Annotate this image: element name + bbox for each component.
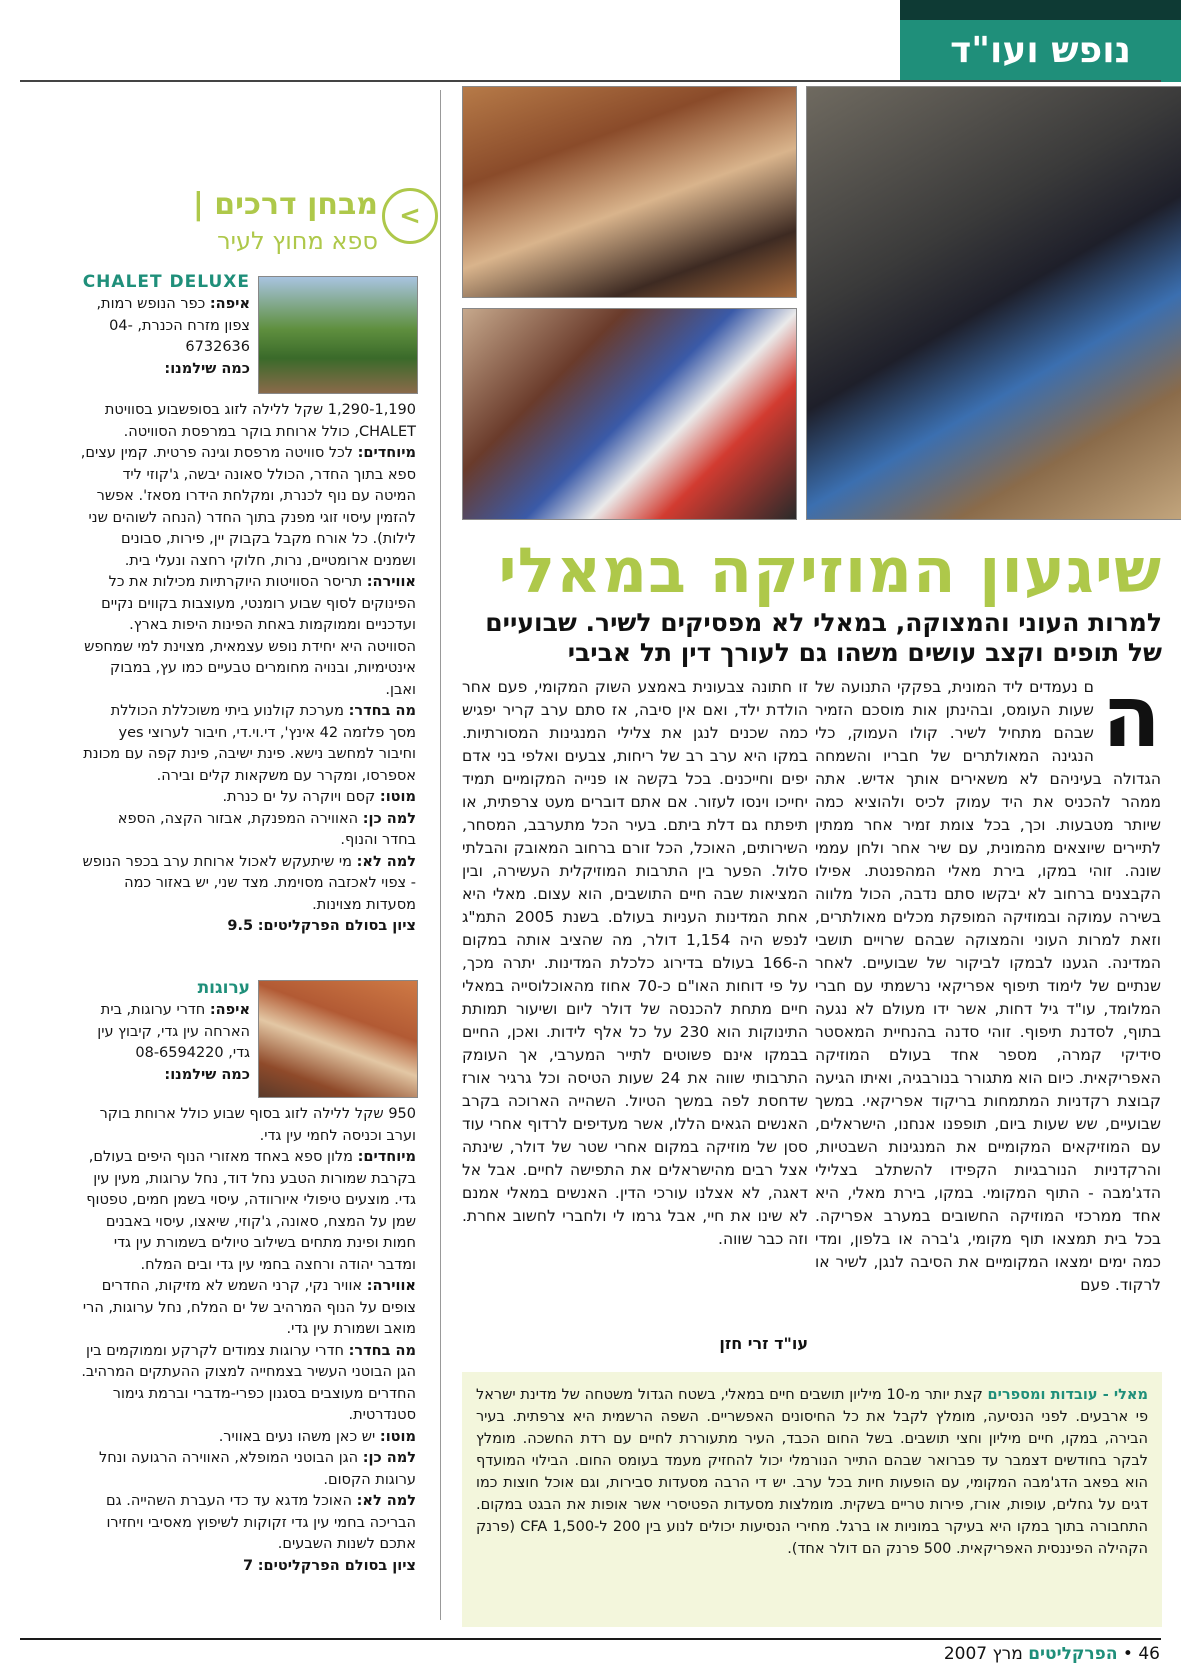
- spa2-why-label: למה כן:: [362, 1450, 416, 1466]
- spa2-score-label: ציון בסולם הפרקליטים:: [257, 1557, 416, 1574]
- spa2-whynot-label: למה לא:: [356, 1493, 416, 1509]
- article-text-right: ם נעמדים ליד המונית, בפקקי התנועה של שעות העומס, ובהינתן אות מוסכם הזמיר שבהם מתחיל לשיר. קולו העמוק, כלי הנגינה המאולתרים של חבריו והשמחה הגדולה בעיניהם לא משאירים אותך אדיש. אתה ממהר להכניס את היד עמוק לכיס ולהוציא כמה שיותר מטבעות. וכך, בכל צומת זמיר אחר ממתין לתיירים שיוצאים מהמונית, עם שיר אחר ולחן עממי שונה. זוהי במקו, בירת מאלי המהפנטת. אפילו הקבצנים ברחוב לא יבקשו סתם נדבה, הכול מלווה בשירה עמוקה ובמוזיקה המופקת מכלים מאולתרים, וזאת למרות העוני והמצוקה שבהם שרויים תושבי המדינה. הגענו לבמקו לביקור של שבועיים. לאחר שנתיים של לימוד תיפוף אפריקאי נרשמתי עם חברי המלומד, עו"ד גיל דחות, אשר ידו מעולם לא נגעה בתוף, לסדנת תיפוף. זוהי סדנה בהנחיית המאסטר סידיקי קמרה, מספר אחד בעולם המוזיקה האפריקאית. כיום הוא מתגורר בנורבגיה, ואיתו הגיעה קבוצת רקדניות המתמחות בריקוד אפריקאי. במשך שבועיים, שש שעות ביום, תופפנו אנחנו, הישראלים, עם המוזיקאים המקומיים את המנגינות השבטיות, והרקדניות הנורבגיות הקפידו להשתלב בצלילי הדג'מבה - התוף המקומי. במקו, בירת מאלי, היא אחד ממרכזי המוזיקה החשובים במערב אפריקה. בכל בית תמצאו תוף מקומי, ג'ברה או בלפון, ומדי כמה ימים ימצאו המקומיים את הסיבה לנגן, לשיר או לרקוד. פעם: [815, 678, 1161, 1294]
- article-column-right: [815, 667, 1161, 1366]
- spa2-body: [80, 1104, 416, 1577]
- spa2-top-info: [80, 1000, 250, 1086]
- spa1-where-label: איפה:: [209, 296, 250, 312]
- sidebar-subtitle: ספא מחוץ לעיר: [217, 227, 378, 255]
- spa2-motto: יש כאן משהו נעים באוויר.: [218, 1428, 376, 1445]
- spa1-whynot-label: למה לא:: [356, 853, 416, 870]
- spa2-price: 950 שקל ללילה לזוג בסוף שבוע כולל ארוחת בוקר וערב וכניסה לחמי עין גדי.: [99, 1106, 416, 1144]
- top-bar-accent: [900, 0, 1181, 20]
- article-subhead: למרות העוני והמצוקה, במאלי לא מפסיקים לשיר. שבועיים של תופים וקצב עושים משהו גם לעורך דין תל אביבי: [485, 608, 1162, 667]
- spa1-top-info: [80, 294, 250, 380]
- spa2-price-label: כמה שילמנו:: [164, 1066, 250, 1083]
- road-test-logo: <: [382, 188, 438, 244]
- footer-page-number: 46: [1138, 1644, 1160, 1664]
- spa1-special-label: מיוחדים:: [357, 445, 416, 461]
- dropcap: ה: [1101, 667, 1161, 767]
- spa2-name: ערוגות: [197, 978, 250, 998]
- photo-arugot: [258, 980, 418, 1098]
- spa2-atmosphere-label: אווירה:: [366, 1278, 416, 1294]
- spa2-atmosphere: אוויר נקי, קרני השמש לא מזיקות, החדרים צופים על הנוף המרהיב של ים המלח, נחל ערוגות, הרי מואב ושמורת עין גדי.: [82, 1278, 416, 1337]
- spa2-special: מלון ספא באחד מאזורי הנוף היפים בעולם, בקרבת שמורות הטבע נחל דוד, נחל ערוגות, מעין עין גדי. מוצעים טיפולי איורוודה, עיסוי בשמן חמים, טפטוף שמן על המצח, סאונה, ג'קוזי, שיאצו, עיסוי באבנים חמות ופינת מתחים בשילוב טיולים בשמורת עין גדי ומדבר יהודה ורחצה בחמי עין גדי ובים המלח.: [86, 1149, 416, 1273]
- spa2-room-label: מה בחדר:: [348, 1342, 416, 1359]
- photo-street-group: [462, 308, 797, 520]
- spa1-atmosphere-label: אווירה:: [366, 574, 416, 590]
- spa2-whynot: האוכל מדגא עד כדי העברת השהייה. גם הבריכה בחמי עין גדי זקוקות לשיפוץ מאסיבי ויחזירו אתכם לשנות השבעים.: [106, 1493, 416, 1552]
- spa1-motto-label: מוטו:: [379, 789, 416, 805]
- photo-drummer: [806, 86, 1181, 520]
- info-box: [462, 1372, 1162, 1627]
- spa1-room-label: מה בחדר:: [348, 703, 416, 719]
- info-box-text: קצת יותר מ-10 מיליון תושבים חיים במאלי, בשטח הגדול משטחה של מדינת ישראל פי ארבעים. לפני הנסיעה, מומלץ לקבל את כל החיסונים האפשריים. השפה הרשמית היא צרפתית. בעיר הבירה, במקו, חיים מיליון וחצי תושבים. בשל החום הכבד, העיר מתעוררת לחיים עם רדת החשכה. מומלץ לבקר בחודשים דצמבר עד פברואר שבהם התייר הנורמלי יכול להחזיק מעמד בעומס החום. הבילוי המועדף הוא בפאב הדג'מבה המקומי, עם הופעות חיות בכל ערב. יש די הרבה מסעדות סבירות, וגם אוכל חוצות כמו דגים על גחלים, עופות, אורז, פירות טריים בשקית. מומלצות מסעדות הפטיסרי אשר אופות את הבגט במקום. התחבורה בתוך במקו היא בעיקר במוניות או ברגל. מחירי הנסיעות יכולים לנוע בין 200 ל-1,500 CFA (פרנק הקהילה הפיננסית האפריקאית. 500 פרנק הם דולר אחד).: [476, 1387, 1148, 1557]
- info-box-title: מאלי - עובדות ומספרים: [987, 1387, 1148, 1403]
- spa2-room: חדרי ערוגות צמודים לקרקע וממוקמים בין הגן הבוטני העשיר בצמחייה למצוק ההעתקים המרהיב. החדרים מעוצבים בסגנון כפרי-מדברי וברמת גימור סטנדרטית.: [81, 1342, 416, 1423]
- article-headline: שיגעון המוזיקה במאלי: [498, 534, 1162, 607]
- page-footer: 46 • הפרקליטים מרץ 2007: [943, 1644, 1160, 1664]
- spa2-motto-label: מוטו:: [379, 1428, 416, 1445]
- footer-divider: [20, 1638, 1161, 1640]
- spa1-price-label: כמה שילמנו:: [164, 360, 250, 377]
- spa1-body: [80, 400, 416, 938]
- spa2-special-label: מיוחדים:: [357, 1149, 416, 1165]
- spa1-score: 9.5: [227, 918, 254, 934]
- spa2-score: 7: [243, 1557, 254, 1574]
- footer-date: מרץ 2007: [943, 1644, 1023, 1664]
- sidebar-title: מבחן דרכים |: [192, 187, 378, 222]
- column-divider: [440, 90, 441, 1620]
- spa1-where: כפר הנופש רמות, צפון מזרח הכנרת, 04-6732636: [96, 296, 250, 355]
- spa1-special: לכל סוויטה מרפסת וגינה פרטית. קמין עצים, ספא בתוך החדר, הכולל סאונה יבשה, ג'קוזי ליד המיטה עם נוף לכנרת, ומקלחת הידרו מסאז'. אפשר להזמין עיסוי זוגי מפנק בתוך החדר (הנחה לשוהים שני לילות). כל אורח מקבל בקבוק יין, פירות, סבונים ושמנים ארומטיים, נרות, חלוקי רחצה ונעלי בית.: [80, 445, 416, 569]
- article-author: עו"ד זרי חזן: [719, 1334, 808, 1353]
- article-column-left: [462, 676, 808, 1356]
- photo-chalet: [258, 276, 418, 394]
- spa1-motto: קסם ויוקרה על ים כנרת.: [222, 789, 376, 805]
- spa1-score-label: ציון בסולם הפרקליטים:: [257, 918, 416, 934]
- photo-market-women: [462, 86, 797, 298]
- spa1-why: האווירה המפנקת, אבזור הקצה, הספא בחדר והנוף.: [117, 810, 416, 848]
- spa2-where-label: איפה:: [209, 1002, 250, 1018]
- section-tag: נופש ועו"ד: [900, 20, 1181, 82]
- spa1-room: מערכת קולנוע ביתי משוכללת הכוללת מסך פלזמה 42 אינץ', די.וי.די, חיבור לערוצי yes וחיבור למחשב נישא. פינת ישיבה, פינת קפה עם מכונת אספרסו, ומקרר עם משקאות קלים ובירה.: [83, 703, 416, 784]
- spa1-why-label: למה כן:: [362, 810, 416, 827]
- footer-publication: הפרקליטים: [1028, 1644, 1118, 1664]
- spa2-where: חדרי ערוגות, בית הארחה עין גדי, קיבוץ עין גדי, 08-6594220: [97, 1002, 250, 1061]
- spa1-name: CHALET DELUXE: [82, 272, 250, 292]
- article-text-left: זו חתונה צבעונית באמצע השוק המקומי, פעם אחר הולדת ילד, ואם אין סיבה, אז סתם ערב קריר יפגיש כמה שכנים לנגן את צלילי המנגינות המסורתיות. במקו היא ערב רב של ריחות, צבעים ואלפי בני אדם יפים וחייכנים. בכל בקשה או פנייה המקומיים תמיד יחייכו וינסו לעזור. אם אתם דוברים מעט צרפתית, או תיפתח גם דלת ביתם. בעיר הכל מתערבב, המסחר, השירותים, האוכל, הכל זורם ברחוב המאובק והבלתי סלול. הפער בין התרבות המוזיקלית העשירה, ובין המציאות שבה חיים התושבים, הוא עצום. מאלי היא אחת המדינות העניות בעולם. בשנת 2005 התמ"ג לנפש היה 1,154 דולר, מה שהציב אותה במקום ה-166 בעולם בדירוג כלכלת המדינות. יתרה מכך, על פי דוחות האו"ם כ-70 אחוז מהאוכלוסייה במאלי חיים מתחת להכנסה של דולר ליום ושיעור תמותת התינוקות הוא 230 על כל אלף לידות. ואכן, החיים בבמקו אינם פשוטים לתייר המערבי, אך העומק התרבותי שווה את 24 שעות הטיסה וכל גרגיר אורז שדחסת לפה במשך הטיול. השהייה הארוכה בקרב האנשים הגאים הללו, אשר מעדיפים לרדוף אחרי עוד ססן של מוזיקה במקום אחרי שטר של דולר, שינתה אצל רבים מהישראלים את התפישה לחיים. אבל אל דאגה, לא אצלנו עורכי הדין. האנשים במאלי אמנם לא שינו את חיי, אבל גרמו לי ולחברי לחשוב אחרת. וזה כבר שווה.: [462, 678, 808, 1248]
- spa1-price: 1,290-1,190 שקל ללילה לזוג בסופשבוע בסוויטת CHALET, כולל ארוחת בוקר במרפסת הסוויטה.: [104, 402, 416, 440]
- header-divider: [20, 80, 1161, 82]
- spa2-why: הגן הבוטני המופלא, האווירה הרגועה ונחל ערוגות הקסום.: [98, 1450, 416, 1488]
- spa1-whynot: מי שיתעקש לאכול ארוחת ערב בכפר הנופש - צפוי לאכזבה מסוימת. מצד שני, יש באזור כמה מסעדות מצוינות.: [82, 853, 416, 913]
- top-bar: [0, 0, 900, 20]
- spa1-atmosphere: תריסר הסוויטות היוקרתיות מכילות את כל הפינוקים לסוף שבוע רומנטי, מעוצבות בקווים נקיים ועדכניים וממוקמות באחת הפינות היפות בארץ. הסוויטה היא יחידת נופש עצמאית, מצוינת למי שמחפש אינטימיות, ובנויה מחומרים טבעיים כמו עץ, במבוק ואבן.: [84, 574, 416, 698]
